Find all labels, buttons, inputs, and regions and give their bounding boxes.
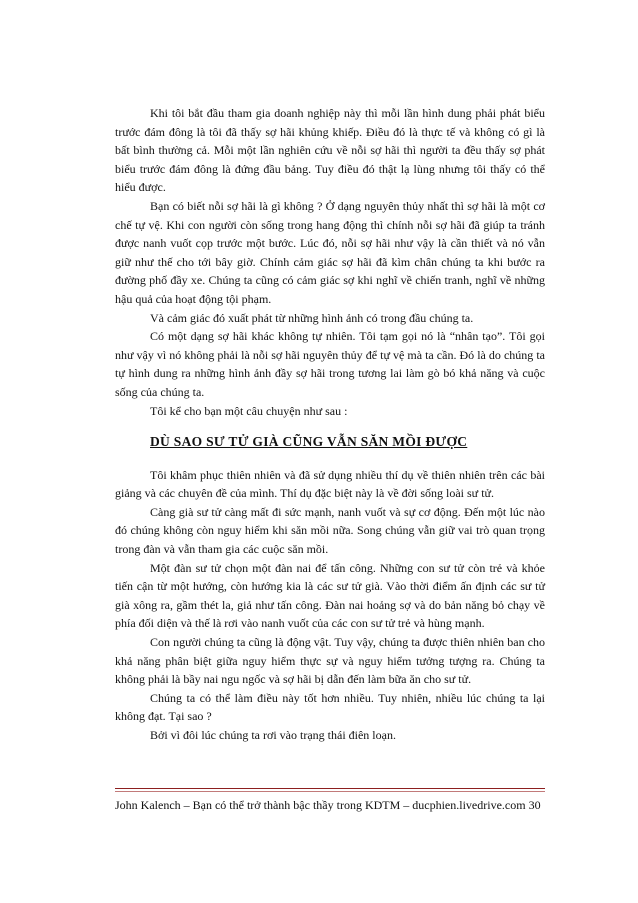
paragraph: Bạn có biết nỗi sợ hãi là gì không ? Ở dạng nguyên thủy nhất thì sợ hãi là một cơ chế tự vệ. Khi con người còn sống trong hang động thì chính nỗi sợ hãi đã giúp ta tránh được nanh vuốt cọp trước một bước. Lúc đó, nỗi sợ hãi như vậy là cần thiết và nó vẫn giữ như thế cho tới bây giờ. Chính cảm giác sợ hãi đã kìm chân chúng ta khi bước ra đường phố đầy xe. Chúng ta cũng có cảm giác sợ khi nghĩ về chiến tranh, nghĩ về những hậu quả của hoạt động tội phạm. (115, 198, 545, 306)
paragraph: Và cảm giác đó xuất phát từ những hình ảnh có trong đầu chúng ta. (150, 310, 474, 325)
paragraph: Một đàn sư tử chọn một đàn nai để tấn công. Những con sư tử còn trẻ và khỏe tiến cận từ một hướng, còn hướng kia là các sư tử già. Vào thời điểm ấn định các sư tử già xông ra, gầm thét la, giả như tấn công. Đàn nai hoảng sợ và do bản năng bỏ chạy về phía đối diện và thế là rơi vào nanh vuốt của các con sư tử trẻ và hùng mạnh. (115, 560, 545, 631)
paragraph: Bởi vì đôi lúc chúng ta rơi vào trạng thái điên loạn. (150, 728, 396, 742)
section-heading: DÙ SAO SƯ TỬ GIÀ CŨNG VẪN SĂN MỒI ĐƯỢC (150, 434, 468, 450)
paragraph: Tôi kể cho bạn một câu chuyện như sau : (150, 403, 348, 418)
paragraph: Khi tôi bắt đầu tham gia doanh nghiệp này thì mỗi lần hình dung phải phát biểu trước đám đông là tôi đã thấy sợ hãi khủng khiếp. Điều đó là thực tế và không có gì là bất bình thường cả. Mỗi một lần nghiên cứu về nỗi sợ hãi thì người ta đều thấy sợ phát biểu trước đám đông là đứng đầu bảng. Tuy điều đó thật lạ lùng nhưng tôi thấy có thể hiểu được. (115, 106, 545, 195)
footer-divider-secondary (115, 791, 545, 792)
paragraph: Chúng ta có thể làm điều này tốt hơn nhiều. Tuy nhiên, nhiều lúc chúng ta lại không đạt. Tại sao ? (115, 690, 545, 724)
paragraph: Càng già sư tử càng mất đi sức mạnh, nanh vuốt và sự cơ động. Đến một lúc nào đó chúng không còn nguy hiểm khi săn mồi nữa. Song chúng vẫn giữ vai trò quan trọng trong đàn và vẫn tham gia các cuộc săn mồi. (115, 504, 545, 557)
page-footer: John Kalench – Bạn có thể trở thành bậc thầy trong KDTM – ducphien.livedrive.com 30 (115, 798, 541, 812)
paragraph: Con người chúng ta cũng là động vật. Tuy vậy, chúng ta được thiên nhiên ban cho khả năng phân biệt giữa nguy hiểm thực sự và nguy hiểm tưởng tượng ra. Chúng ta không phải là bầy nai ngu ngốc và sợ hãi bị dẫn đến làm bữa ăn cho sư tử. (115, 635, 545, 687)
paragraph: Có một dạng sợ hãi khác không tự nhiên. Tôi tạm gọi nó là “nhân tạo”. Tôi gọi như vậy vì nó không phải là nỗi sợ hãi nguyên thủy để tự vệ mà ta cần. Đó là do chúng ta tự hình dung ra những hình ảnh đầy sợ hãi trong tương lai làm gò bó khả năng và cuộc sống của chúng ta. (115, 329, 545, 399)
footer-divider (115, 788, 545, 789)
page-body (115, 104, 545, 745)
paragraph: Tôi khâm phục thiên nhiên và đã sử dụng nhiều thí dụ về thiên nhiên trên các bài giảng và các chuyên đề của mình. Thí dụ đặc biệt này là về đời sống loài sư tử. (115, 467, 545, 501)
